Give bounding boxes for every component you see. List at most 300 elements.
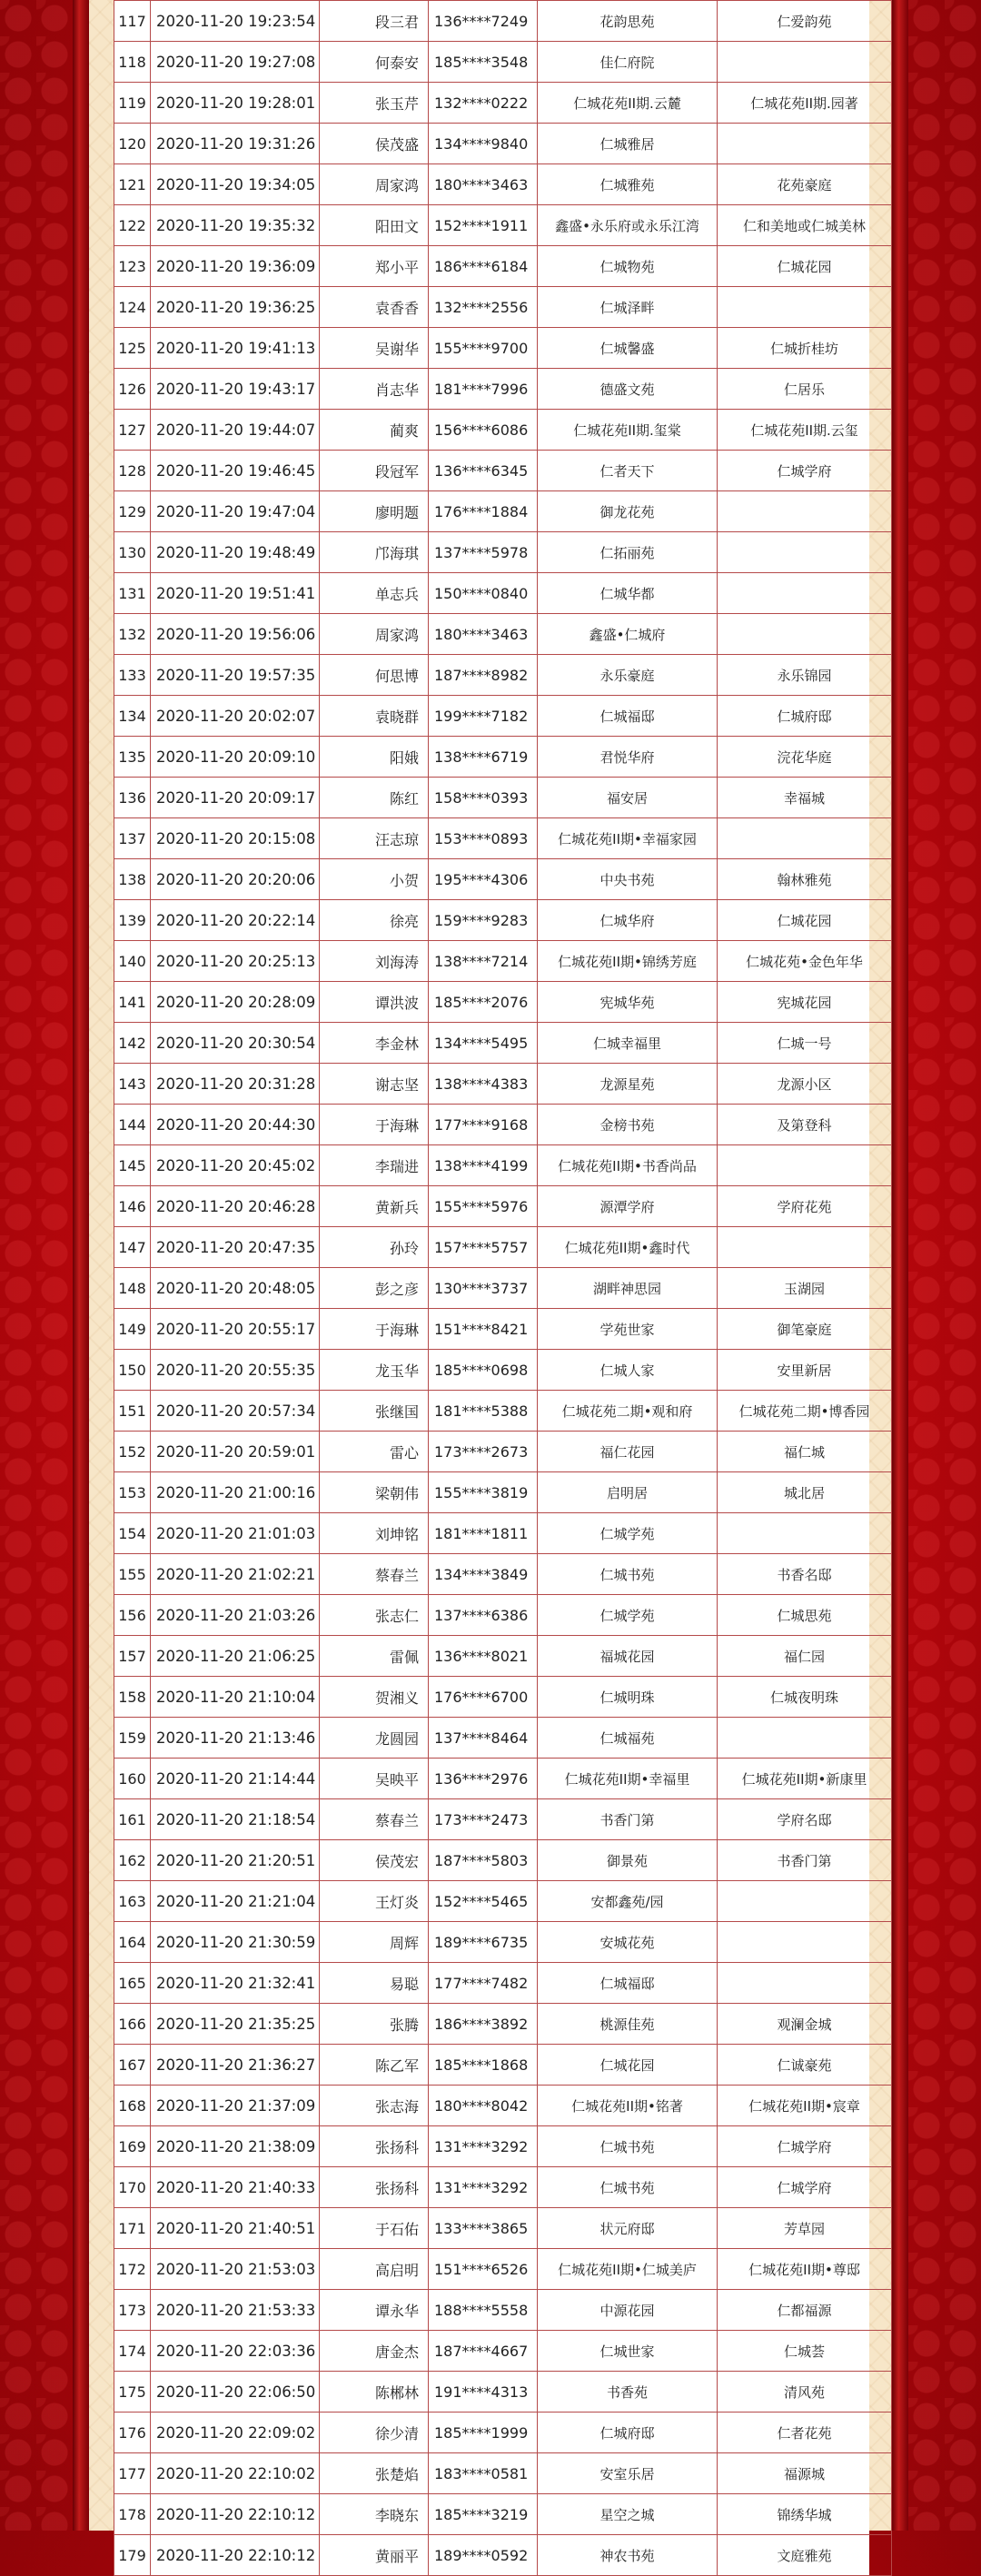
table-row [114, 164, 892, 205]
name-suggestion-1-cell: 御龙花苑 [538, 491, 718, 532]
submit-time-cell: 2020-11-20 21:53:03 [151, 2249, 320, 2290]
submitter-name-cell: 陈郴林 [320, 2372, 429, 2413]
row-number-cell: 151 [114, 1391, 151, 1432]
row-number-cell: 135 [114, 737, 151, 778]
name-suggestion-1-cell: 仁城华都 [538, 573, 718, 614]
name-suggestion-1-cell: 君悦华府 [538, 737, 718, 778]
table-row [114, 1963, 892, 2004]
table-row [114, 328, 892, 369]
table-row [114, 124, 892, 164]
phone-number-cell: 150****0840 [429, 573, 538, 614]
phone-number-cell: 180****3463 [429, 164, 538, 205]
submit-time-cell: 2020-11-20 21:06:25 [151, 1636, 320, 1677]
table-row [114, 2372, 892, 2413]
submitter-name-cell: 何泰安 [320, 42, 429, 83]
table-row [114, 246, 892, 287]
row-number-cell: 143 [114, 1064, 151, 1105]
phone-number-cell: 187****4667 [429, 2331, 538, 2372]
submitter-name-cell: 龙圆园 [320, 1718, 429, 1759]
row-number-cell: 138 [114, 859, 151, 900]
table-row [114, 532, 892, 573]
submitter-name-cell: 雷心 [320, 1432, 429, 1472]
table-row [114, 1472, 892, 1513]
name-suggestion-2-cell [718, 818, 892, 859]
submitter-name-cell: 黄丽平 [320, 2535, 429, 2576]
table-row [114, 42, 892, 83]
name-suggestion-2-cell: 宪城花园 [718, 982, 892, 1023]
phone-number-cell: 138****6719 [429, 737, 538, 778]
submit-time-cell: 2020-11-20 20:28:09 [151, 982, 320, 1023]
submitter-name-cell: 徐亮 [320, 900, 429, 941]
row-number-cell: 121 [114, 164, 151, 205]
phone-number-cell: 137****8464 [429, 1718, 538, 1759]
row-number-cell: 162 [114, 1840, 151, 1881]
name-suggestion-1-cell: 中央书苑 [538, 859, 718, 900]
submit-time-cell: 2020-11-20 20:02:07 [151, 696, 320, 737]
name-suggestion-1-cell: 仁城花苑II期.云麓 [538, 83, 718, 124]
table-row [114, 1227, 892, 1268]
name-suggestion-2-cell: 浣花华庭 [718, 737, 892, 778]
name-suggestion-2-cell: 仁城夜明珠 [718, 1677, 892, 1718]
row-number-cell: 163 [114, 1881, 151, 1922]
submitter-name-cell: 何思博 [320, 655, 429, 696]
table-row [114, 410, 892, 451]
row-number-cell: 126 [114, 369, 151, 410]
submitter-name-cell: 袁香香 [320, 287, 429, 328]
submit-time-cell: 2020-11-20 22:10:02 [151, 2453, 320, 2494]
table-row [114, 1023, 892, 1064]
table-row [114, 2413, 892, 2453]
phone-number-cell: 155****9700 [429, 328, 538, 369]
table-row [114, 2331, 892, 2372]
name-suggestion-1-cell: 仁城人家 [538, 1350, 718, 1391]
submitter-name-cell: 于海琳 [320, 1105, 429, 1145]
row-number-cell: 167 [114, 2045, 151, 2086]
row-number-cell: 125 [114, 328, 151, 369]
row-number-cell: 150 [114, 1350, 151, 1391]
table-row [114, 1105, 892, 1145]
table-row [114, 1391, 892, 1432]
submitter-name-cell: 蔡春兰 [320, 1554, 429, 1595]
phone-number-cell: 132****0222 [429, 83, 538, 124]
name-suggestion-2-cell: 仁城学府 [718, 451, 892, 491]
phone-number-cell: 137****5978 [429, 532, 538, 573]
submit-time-cell: 2020-11-20 19:51:41 [151, 573, 320, 614]
name-suggestion-2-cell: 仁城花苑II期•尊邸 [718, 2249, 892, 2290]
submitter-name-cell: 段冠军 [320, 451, 429, 491]
row-number-cell: 127 [114, 410, 151, 451]
phone-number-cell: 157****5757 [429, 1227, 538, 1268]
name-suggestion-1-cell: 学苑世家 [538, 1309, 718, 1350]
submit-time-cell: 2020-11-20 21:40:33 [151, 2167, 320, 2208]
name-suggestion-1-cell: 启明居 [538, 1472, 718, 1513]
name-suggestion-1-cell: 永乐豪庭 [538, 655, 718, 696]
phone-number-cell: 152****5465 [429, 1881, 538, 1922]
name-suggestion-2-cell: 福源城 [718, 2453, 892, 2494]
phone-number-cell: 181****1811 [429, 1513, 538, 1554]
submit-time-cell: 2020-11-20 20:46:28 [151, 1186, 320, 1227]
name-suggestion-1-cell: 源潭学府 [538, 1186, 718, 1227]
submit-time-cell: 2020-11-20 20:55:17 [151, 1309, 320, 1350]
submit-time-cell: 2020-11-20 20:55:35 [151, 1350, 320, 1391]
name-suggestion-2-cell: 仁爱韵苑 [718, 1, 892, 42]
name-suggestion-1-cell: 书香苑 [538, 2372, 718, 2413]
table-row [114, 737, 892, 778]
name-suggestion-2-cell: 学府花苑 [718, 1186, 892, 1227]
table-row [114, 1350, 892, 1391]
name-suggestion-1-cell: 状元府邸 [538, 2208, 718, 2249]
phone-number-cell: 131****3292 [429, 2126, 538, 2167]
name-suggestion-2-cell: 龙源小区 [718, 1064, 892, 1105]
name-suggestion-2-cell: 书香门第 [718, 1840, 892, 1881]
submitter-name-cell: 谢志坚 [320, 1064, 429, 1105]
row-number-cell: 159 [114, 1718, 151, 1759]
table-row [114, 2535, 892, 2576]
table-row [114, 1799, 892, 1840]
row-number-cell: 165 [114, 1963, 151, 2004]
phone-number-cell: 185****2076 [429, 982, 538, 1023]
phone-number-cell: 199****7182 [429, 696, 538, 737]
phone-number-cell: 134****5495 [429, 1023, 538, 1064]
submit-time-cell: 2020-11-20 20:59:01 [151, 1432, 320, 1472]
table-row [114, 573, 892, 614]
name-suggestion-1-cell: 仁者天下 [538, 451, 718, 491]
name-suggestion-1-cell: 书香门第 [538, 1799, 718, 1840]
row-number-cell: 156 [114, 1595, 151, 1636]
submission-table-container [114, 0, 869, 2576]
table-row [114, 491, 892, 532]
row-number-cell: 152 [114, 1432, 151, 1472]
name-suggestion-2-cell: 芳草园 [718, 2208, 892, 2249]
submit-time-cell: 2020-11-20 21:18:54 [151, 1799, 320, 1840]
name-suggestion-2-cell: 文庭雅苑 [718, 2535, 892, 2576]
name-suggestion-2-cell: 仁城花苑II期.云玺 [718, 410, 892, 451]
submit-time-cell: 2020-11-20 19:41:13 [151, 328, 320, 369]
table-row [114, 696, 892, 737]
table-row [114, 2494, 892, 2535]
row-number-cell: 142 [114, 1023, 151, 1064]
submission-table [114, 0, 892, 2576]
phone-number-cell: 151****8421 [429, 1309, 538, 1350]
phone-number-cell: 159****9283 [429, 900, 538, 941]
row-number-cell: 131 [114, 573, 151, 614]
phone-number-cell: 185****3219 [429, 2494, 538, 2535]
submitter-name-cell: 张腾 [320, 2004, 429, 2045]
name-suggestion-2-cell: 仁城荟 [718, 2331, 892, 2372]
name-suggestion-2-cell: 玉湖园 [718, 1268, 892, 1309]
table-row [114, 2208, 892, 2249]
row-number-cell: 164 [114, 1922, 151, 1963]
name-suggestion-2-cell [718, 1227, 892, 1268]
name-suggestion-2-cell: 仁居乐 [718, 369, 892, 410]
phone-number-cell: 185****1868 [429, 2045, 538, 2086]
submit-time-cell: 2020-11-20 19:36:25 [151, 287, 320, 328]
submit-time-cell: 2020-11-20 19:47:04 [151, 491, 320, 532]
name-suggestion-2-cell [718, 287, 892, 328]
name-suggestion-1-cell: 仁城花苑II期•幸福里 [538, 1759, 718, 1799]
submitter-name-cell: 蔡春兰 [320, 1799, 429, 1840]
name-suggestion-1-cell: 湖畔神思园 [538, 1268, 718, 1309]
name-suggestion-2-cell [718, 532, 892, 573]
name-suggestion-2-cell [718, 124, 892, 164]
submit-time-cell: 2020-11-20 20:09:10 [151, 737, 320, 778]
submitter-name-cell: 于石佑 [320, 2208, 429, 2249]
name-suggestion-1-cell: 仁城花苑II期•鑫时代 [538, 1227, 718, 1268]
submitter-name-cell: 张扬科 [320, 2126, 429, 2167]
name-suggestion-2-cell: 城北居 [718, 1472, 892, 1513]
row-number-cell: 141 [114, 982, 151, 1023]
phone-number-cell: 185****3548 [429, 42, 538, 83]
name-suggestion-1-cell: 仁城雅居 [538, 124, 718, 164]
phone-number-cell: 176****6700 [429, 1677, 538, 1718]
row-number-cell: 171 [114, 2208, 151, 2249]
table-row [114, 2290, 892, 2331]
left-decorative-border [0, 0, 73, 2531]
submitter-name-cell: 段三君 [320, 1, 429, 42]
row-number-cell: 132 [114, 614, 151, 655]
phone-number-cell: 153****0893 [429, 818, 538, 859]
phone-number-cell: 187****8982 [429, 655, 538, 696]
row-number-cell: 129 [114, 491, 151, 532]
name-suggestion-2-cell: 仁城花苑II期•新康里 [718, 1759, 892, 1799]
row-number-cell: 128 [114, 451, 151, 491]
submitter-name-cell: 侯茂宏 [320, 1840, 429, 1881]
phone-number-cell: 189****0592 [429, 2535, 538, 2576]
name-suggestion-2-cell: 仁城府邸 [718, 696, 892, 737]
name-suggestion-1-cell: 仁城华府 [538, 900, 718, 941]
name-suggestion-1-cell: 仁城学苑 [538, 1595, 718, 1636]
submitter-name-cell: 贺湘义 [320, 1677, 429, 1718]
table-row [114, 818, 892, 859]
submit-time-cell: 2020-11-20 19:56:06 [151, 614, 320, 655]
phone-number-cell: 173****2473 [429, 1799, 538, 1840]
name-suggestion-1-cell: 仁城泽畔 [538, 287, 718, 328]
submitter-name-cell: 梁朝伟 [320, 1472, 429, 1513]
row-number-cell: 145 [114, 1145, 151, 1186]
right-decorative-border [908, 0, 981, 2531]
name-suggestion-2-cell: 仁城折桂坊 [718, 328, 892, 369]
name-suggestion-2-cell [718, 1881, 892, 1922]
submit-time-cell: 2020-11-20 19:23:54 [151, 1, 320, 42]
name-suggestion-2-cell: 安里新居 [718, 1350, 892, 1391]
submitter-name-cell: 肖志华 [320, 369, 429, 410]
table-row [114, 1268, 892, 1309]
submitter-name-cell: 李瑞进 [320, 1145, 429, 1186]
submitter-name-cell: 郑小平 [320, 246, 429, 287]
row-number-cell: 172 [114, 2249, 151, 2290]
phone-number-cell: 158****0393 [429, 778, 538, 818]
row-number-cell: 178 [114, 2494, 151, 2535]
name-suggestion-1-cell: 金榜书苑 [538, 1105, 718, 1145]
phone-number-cell: 131****3292 [429, 2167, 538, 2208]
name-suggestion-1-cell: 御景苑 [538, 1840, 718, 1881]
submitter-name-cell: 单志兵 [320, 573, 429, 614]
phone-number-cell: 185****0698 [429, 1350, 538, 1391]
row-number-cell: 146 [114, 1186, 151, 1227]
name-suggestion-1-cell: 安都鑫苑/园 [538, 1881, 718, 1922]
submit-time-cell: 2020-11-20 20:30:54 [151, 1023, 320, 1064]
name-suggestion-2-cell: 福仁城 [718, 1432, 892, 1472]
row-number-cell: 173 [114, 2290, 151, 2331]
name-suggestion-2-cell: 仁城花苑二期•博香园 [718, 1391, 892, 1432]
phone-number-cell: 195****4306 [429, 859, 538, 900]
phone-number-cell: 134****3849 [429, 1554, 538, 1595]
submit-time-cell: 2020-11-20 21:32:41 [151, 1963, 320, 2004]
submit-time-cell: 2020-11-20 19:27:08 [151, 42, 320, 83]
name-suggestion-2-cell: 仁城学府 [718, 2167, 892, 2208]
name-suggestion-1-cell: 仁城学苑 [538, 1513, 718, 1554]
name-suggestion-1-cell: 仁城府邸 [538, 2413, 718, 2453]
table-row [114, 614, 892, 655]
row-number-cell: 134 [114, 696, 151, 737]
table-row [114, 982, 892, 1023]
row-number-cell: 168 [114, 2086, 151, 2126]
submit-time-cell: 2020-11-20 21:30:59 [151, 1922, 320, 1963]
table-row [114, 1636, 892, 1677]
phone-number-cell: 130****3737 [429, 1268, 538, 1309]
submitter-name-cell: 阳娥 [320, 737, 429, 778]
table-row [114, 2453, 892, 2494]
table-row [114, 1759, 892, 1799]
name-suggestion-2-cell: 仁城思苑 [718, 1595, 892, 1636]
row-number-cell: 154 [114, 1513, 151, 1554]
table-row [114, 859, 892, 900]
phone-number-cell: 189****6735 [429, 1922, 538, 1963]
submit-time-cell: 2020-11-20 19:28:01 [151, 83, 320, 124]
row-number-cell: 120 [114, 124, 151, 164]
name-suggestion-1-cell: 龙源星苑 [538, 1064, 718, 1105]
name-suggestion-1-cell: 佳仁府院 [538, 42, 718, 83]
name-suggestion-1-cell: 鑫盛•永乐府或永乐江湾 [538, 205, 718, 246]
phone-number-cell: 151****6526 [429, 2249, 538, 2290]
table-row [114, 941, 892, 982]
submit-time-cell: 2020-11-20 20:57:34 [151, 1391, 320, 1432]
phone-number-cell: 185****1999 [429, 2413, 538, 2453]
phone-number-cell: 155****5976 [429, 1186, 538, 1227]
scroll-right-edge [892, 0, 908, 2531]
name-suggestion-1-cell: 宪城华苑 [538, 982, 718, 1023]
row-number-cell: 130 [114, 532, 151, 573]
submit-time-cell: 2020-11-20 19:31:26 [151, 124, 320, 164]
name-suggestion-2-cell [718, 1513, 892, 1554]
phone-number-cell: 180****3463 [429, 614, 538, 655]
name-suggestion-1-cell: 仁城花苑II期•幸福家园 [538, 818, 718, 859]
submitter-name-cell: 王灯炎 [320, 1881, 429, 1922]
submit-time-cell: 2020-11-20 20:31:28 [151, 1064, 320, 1105]
phone-number-cell: 136****6345 [429, 451, 538, 491]
submit-time-cell: 2020-11-20 19:57:35 [151, 655, 320, 696]
submit-time-cell: 2020-11-20 21:00:16 [151, 1472, 320, 1513]
name-suggestion-2-cell: 花苑豪庭 [718, 164, 892, 205]
name-suggestion-1-cell: 仁城物苑 [538, 246, 718, 287]
table-row [114, 369, 892, 410]
scroll-left-edge [73, 0, 89, 2531]
submit-time-cell: 2020-11-20 19:48:49 [151, 532, 320, 573]
name-suggestion-2-cell [718, 1963, 892, 2004]
row-number-cell: 160 [114, 1759, 151, 1799]
submitter-name-cell: 吴映平 [320, 1759, 429, 1799]
name-suggestion-2-cell: 永乐锦园 [718, 655, 892, 696]
submit-time-cell: 2020-11-20 20:22:14 [151, 900, 320, 941]
name-suggestion-1-cell: 仁城书苑 [538, 1554, 718, 1595]
table-body [114, 1, 892, 2576]
submitter-name-cell: 谭永华 [320, 2290, 429, 2331]
submit-time-cell: 2020-11-20 20:44:30 [151, 1105, 320, 1145]
phone-number-cell: 183****0581 [429, 2453, 538, 2494]
table-row [114, 1432, 892, 1472]
submitter-name-cell: 陈乙军 [320, 2045, 429, 2086]
name-suggestion-1-cell: 仁拓丽苑 [538, 532, 718, 573]
table-row [114, 1677, 892, 1718]
submit-time-cell: 2020-11-20 21:01:03 [151, 1513, 320, 1554]
submitter-name-cell: 小贺 [320, 859, 429, 900]
table-row [114, 2126, 892, 2167]
name-suggestion-1-cell: 安室乐居 [538, 2453, 718, 2494]
name-suggestion-1-cell: 中源花园 [538, 2290, 718, 2331]
submitter-name-cell: 侯茂盛 [320, 124, 429, 164]
submit-time-cell: 2020-11-20 22:10:12 [151, 2494, 320, 2535]
row-number-cell: 153 [114, 1472, 151, 1513]
submit-time-cell: 2020-11-20 20:48:05 [151, 1268, 320, 1309]
row-number-cell: 175 [114, 2372, 151, 2413]
submit-time-cell: 2020-11-20 21:21:04 [151, 1881, 320, 1922]
name-suggestion-2-cell: 清风苑 [718, 2372, 892, 2413]
submitter-name-cell: 袁晓群 [320, 696, 429, 737]
table-row [114, 451, 892, 491]
row-number-cell: 140 [114, 941, 151, 982]
submit-time-cell: 2020-11-20 21:20:51 [151, 1840, 320, 1881]
name-suggestion-2-cell [718, 491, 892, 532]
submitter-name-cell: 龙玉华 [320, 1350, 429, 1391]
row-number-cell: 174 [114, 2331, 151, 2372]
name-suggestion-2-cell: 仁城花苑II期•宸章 [718, 2086, 892, 2126]
phone-number-cell: 177****7482 [429, 1963, 538, 2004]
table-row [114, 2045, 892, 2086]
name-suggestion-1-cell: 仁城雅苑 [538, 164, 718, 205]
submit-time-cell: 2020-11-20 21:37:09 [151, 2086, 320, 2126]
row-number-cell: 144 [114, 1105, 151, 1145]
row-number-cell: 117 [114, 1, 151, 42]
submitter-name-cell: 张志海 [320, 2086, 429, 2126]
name-suggestion-1-cell: 仁城书苑 [538, 2167, 718, 2208]
name-suggestion-2-cell [718, 1145, 892, 1186]
name-suggestion-2-cell: 仁城花苑•金色年华 [718, 941, 892, 982]
phone-number-cell: 138****7214 [429, 941, 538, 982]
submitter-name-cell: 徐少清 [320, 2413, 429, 2453]
name-suggestion-1-cell: 安城花苑 [538, 1922, 718, 1963]
row-number-cell: 136 [114, 778, 151, 818]
phone-number-cell: 152****1911 [429, 205, 538, 246]
submitter-name-cell: 谭洪波 [320, 982, 429, 1023]
name-suggestion-1-cell: 仁城福邸 [538, 696, 718, 737]
submitter-name-cell: 阳田文 [320, 205, 429, 246]
submitter-name-cell: 易聪 [320, 1963, 429, 2004]
table-row [114, 287, 892, 328]
submitter-name-cell: 蔺爽 [320, 410, 429, 451]
name-suggestion-1-cell: 花韵思苑 [538, 1, 718, 42]
name-suggestion-1-cell: 仁城明珠 [538, 1677, 718, 1718]
table-row [114, 2004, 892, 2045]
phone-number-cell: 177****9168 [429, 1105, 538, 1145]
submitter-name-cell: 张扬科 [320, 2167, 429, 2208]
submit-time-cell: 2020-11-20 22:03:36 [151, 2331, 320, 2372]
name-suggestion-1-cell: 仁城世家 [538, 2331, 718, 2372]
submitter-name-cell: 黄新兵 [320, 1186, 429, 1227]
name-suggestion-1-cell: 仁城花苑II期•仁城美庐 [538, 2249, 718, 2290]
submit-time-cell: 2020-11-20 20:45:02 [151, 1145, 320, 1186]
submit-time-cell: 2020-11-20 19:43:17 [151, 369, 320, 410]
phone-number-cell: 155****3819 [429, 1472, 538, 1513]
